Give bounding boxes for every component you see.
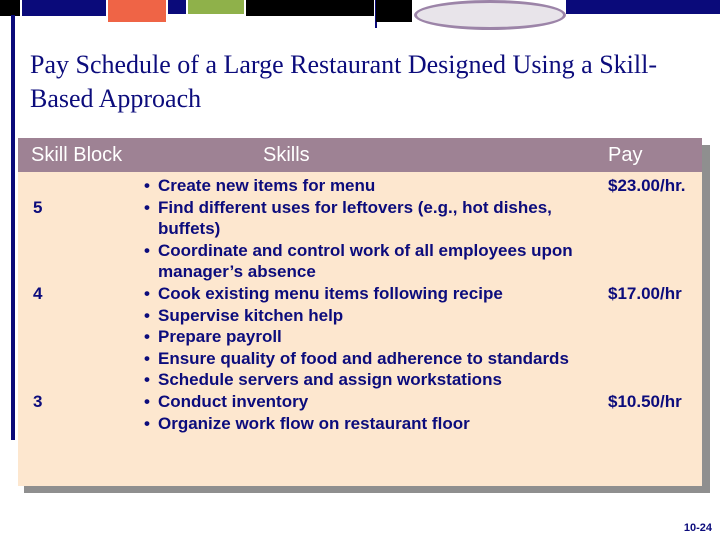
decor-block-red (108, 0, 166, 22)
skill-item: • Supervise kitchen help (144, 305, 604, 327)
skills-list (144, 175, 604, 434)
header-pay: Pay (608, 144, 643, 166)
decor-oval (414, 0, 566, 30)
skill-item: • Conduct inventory (144, 391, 604, 413)
page-number: 10-24 (683, 522, 712, 534)
skill-block-number: 3 (33, 392, 43, 411)
header-skill-block: Skill Block (31, 144, 123, 166)
skill-item: • Prepare payroll (144, 326, 604, 348)
header-skills: Skills (263, 144, 310, 166)
skill-item: • Create new items for menu (144, 175, 604, 197)
skill-item: • Organize work flow on restaurant floor (144, 413, 604, 435)
left-accent-bar (11, 15, 15, 440)
skill-item: • Schedule servers and assign workstations (144, 369, 604, 391)
skill-block-number: 4 (33, 284, 43, 303)
skill-item: • Find different uses for leftovers (e.g., hot dishes, buffets) (144, 197, 604, 240)
skill-item: • Coordinate and control work of all employees upon manager’s absence (144, 240, 604, 283)
skill-item: • Ensure quality of food and adherence to standards (144, 348, 604, 370)
pay-rate: $23.00/hr. (608, 176, 686, 195)
decor-block (246, 0, 374, 16)
decor-block (0, 0, 20, 16)
slide-title: Pay Schedule of a Large Restaurant Designed Using a Skill-Based Approach (30, 50, 657, 113)
decor-block (168, 0, 186, 14)
pay-rate: $17.00/hr (608, 284, 682, 303)
decor-block-green (188, 0, 244, 14)
decor-block (566, 0, 720, 14)
pay-rate: $10.50/hr (608, 392, 682, 411)
decor-block (376, 0, 412, 22)
skill-item: • Cook existing menu items following recipe (144, 283, 604, 305)
skill-block-number: 5 (33, 198, 43, 217)
decor-block (22, 0, 106, 16)
